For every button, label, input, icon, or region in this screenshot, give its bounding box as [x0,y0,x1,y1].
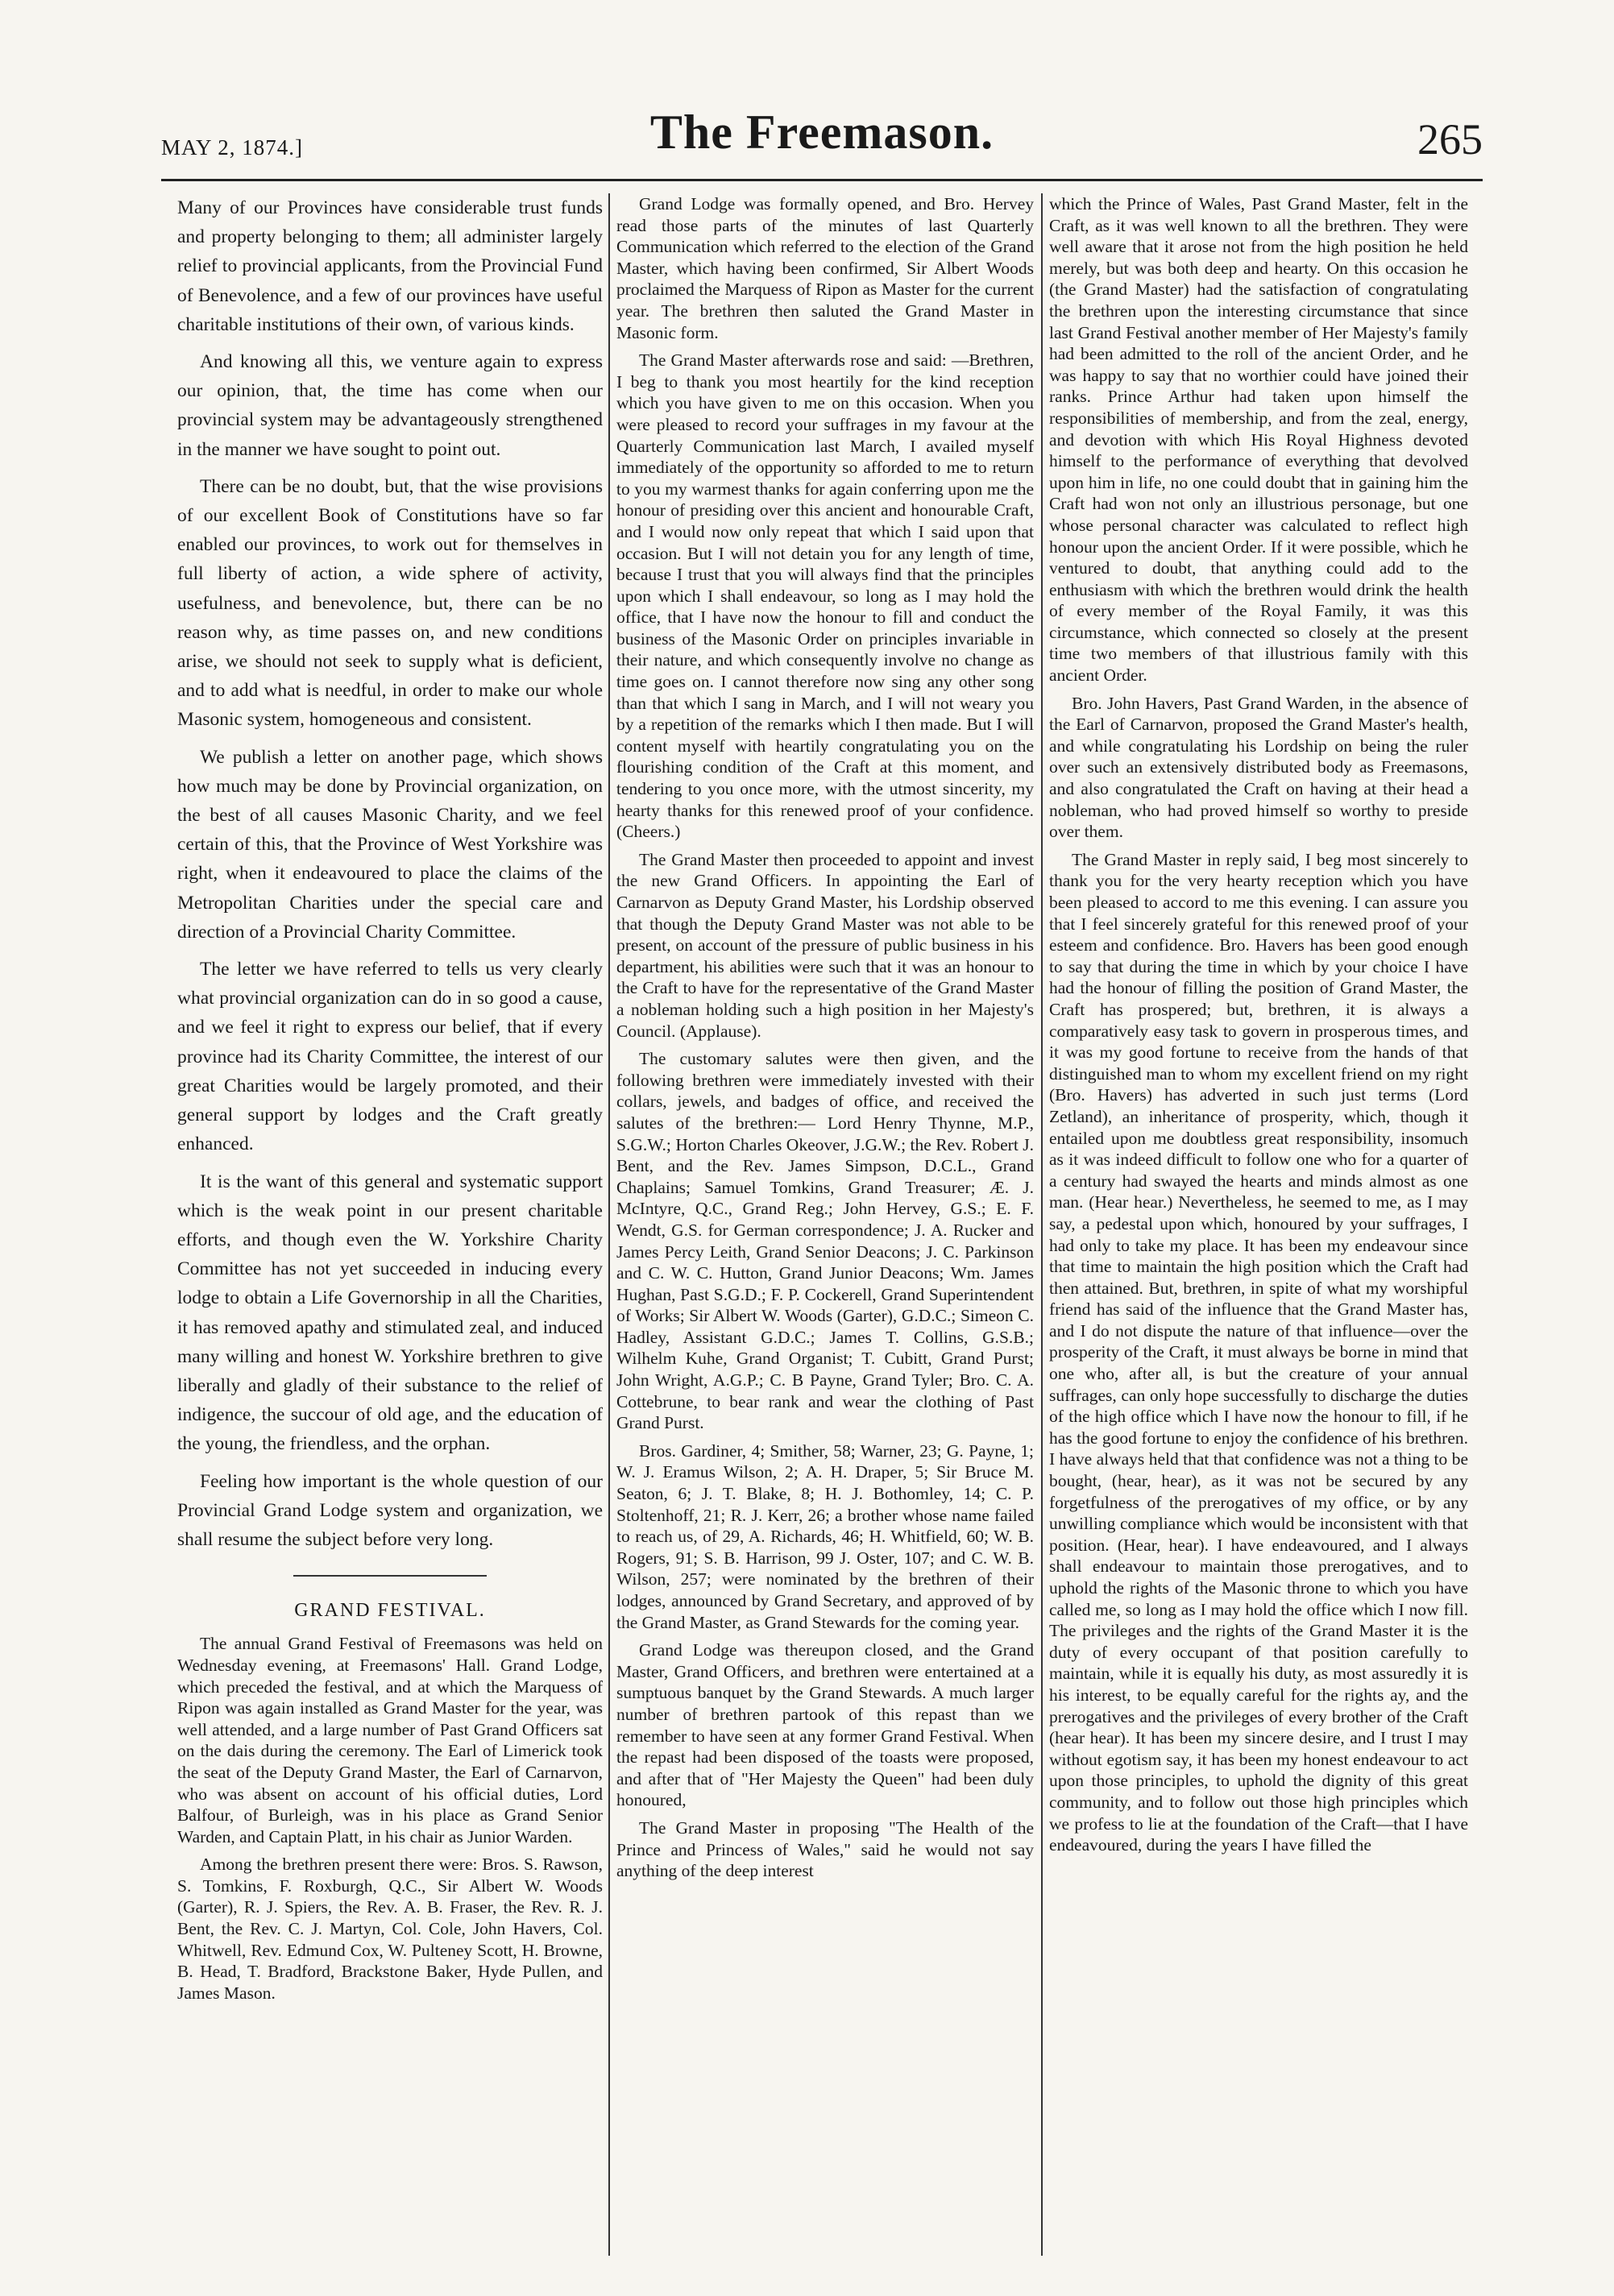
paragraph: Grand Lodge was formally opened, and Bro. Hervey read those parts of the minutes of last Quarterly Communication which referred to the election of the Grand Master, which having been confirmed, Sir Albert Woods proclaimed the Marquess of Ripon as Master for the current year. The brethren then saluted the Grand Master in Masonic form. [616,194,1034,342]
paragraph: Many of our Provinces have considerable trust funds and property belonging to them; all administer largely relief to provincial applicants, from the Provincial Fund of Benevolence, and a few of our provinces have useful charitable institutions of their own, of various kinds. [177,197,603,335]
section-heading: GRAND FESTIVAL. [294,1600,486,1622]
column-rule-2 [1041,193,1043,2256]
newspaper-title: The Freemason. [649,106,994,159]
column-1 [177,193,603,2010]
paragraph: The customary salutes were then given, and the following brethren were immediately invested with their collars, jewels, and badges of office, and received the salutes of the brethren:— Lord Henry Thynne, M.P., S.G.W.; Horton Charles Okeover, J.G.W.; the Rev. Robert J. Bent, and the Rev. James Simpson, D.C.L., Grand Chaplains; Samuel Tomkins, Grand Treasurer; Æ. J. McIntyre, Q.C., Grand Reg.; John Hervey, G.S.; E. F. Wendt, G.S. for German correspondence; J. A. Rucker and James Percy Leith, Grand Senior Deacons; J. C. Parkinson and C. W. C. Hutton, Grand Junior Deacons; Wm. James Hughan, Past S.G.D.; F. P. Cockerell, Grand Superintendent of Works; Sir Albert W. Woods (Garter), G.D.C.; Simeon C. Hadley, Assistant G.D.C.; James T. Collins, G.S.B.; Wilhelm Kuhe, Grand Organist; T. Cubitt, Grand Purst; John Wright, A.G.P.; C. B Payne, Grand Tyler; Bro. C. A. Cottebrune, to bear rank and wear the clothing of Past Grand Purst. [616,1049,1034,1433]
paragraph: Feeling how important is the whole question of our Provincial Grand Lodge system and organization, we shall resume the subject before very long. [177,1470,603,1550]
masthead [161,105,1483,179]
paragraph: It is the want of this general and systematic support which is the weak point in our present charitable efforts, and though even the W. Yorkshire Charity Committee has not yet succeeded in inducing every lodge to obtain a Life Governorship in all the Charities, it has removed apathy and stimulated zeal, and induced many willing and honest W. Yorkshire brethren to give liberally and gladly of their substance to the relief of indigence, the succour of old age, and the education of the young, the friendless, and the orphan. [177,1171,603,1455]
paragraph: Bros. Gardiner, 4; Smither, 58; Warner, 23; G. Payne, 1; W. J. Eramus Wilson, 2; A. H. Draper, 5; Sir Bruce M. Seaton, 6; J. T. Blake, 8; H. J. Bothomley, 14; C. P. Stoltenhoff, 21; R. J. Kerr, 26; a brother whose name failed to reach us, of 29, A. Richards, 46; H. Whitfield, 60; W. B. Rogers, 91; S. B. Harrison, 99 J. Oster, 107; and C. W. B. Wilson, 257; were nominated by the brethren of their lodges, announced by Grand Secretary, and approved of by the Grand Master, as Grand Stewards for the coming year. [616,1440,1034,1632]
paragraph: which the Prince of Wales, Past Grand Master, felt in the Craft, as it was well known to all the brethren. They were well aware that it arose not from the high position he held merely, but was both deep and hearty. On this occasion he (the Grand Master) had the satisfaction of congratulating the brethren upon the interesting circumstance that since last Grand Festival another member of Her Majesty's family had been admitted to the roll of the ancient Order, and he was happy to say that no worthier could have joined their ranks. Prince Arthur had taken upon himself the responsibilities of membership, and from the zeal, energy, and devotion with which His Royal Highness devoted himself to the performance of everything that devolved upon him in life, no one could doubt that in gaining him the Craft had won not only an illustrious personage, but one whose personal character was calculated to reflect high honour upon the ancient Order. If it were possible, which he ventured to doubt, that anything could add to the enthusiasm with which the brethren would drink the health of every member of the Royal Family, it was this circumstance, which connected so closely at the present time two members of that illustrious family with this ancient Order. [1049,194,1468,686]
paragraph: The Grand Master afterwards rose and said: —Brethren, I beg to thank you most heartily for the kind reception which you have given to me on this occasion. When you were pleased to record your suffrages in my favour at the Quarterly Communication last March, I availed myself immediately of the opportunity so afforded to me to return to you my warmest thanks for again conferring upon me the honour of presiding over this ancient and honourable Craft, and I would now only repeat that which I said upon that occasion. But I will not detain you for any length of time, because I trust that you will always find that the principles upon which I shall endeavour, so long as I may hold the office, that I have now the honour to fill and conduct the business of the Masonic Order on principles invariable in their nature, and which consequently involve no change as time goes on. I cannot therefore now sing any other song than that which I sang in March, and I will not weary you by a repetition of the remarks which I then made. But I will content myself with heartily congratulating you on the flourishing condition of the Craft at this moment, and tendering to you once more, with the utmost sincerity, my hearty thanks for this renewed proof of your confidence. (Cheers.) [616,350,1034,842]
paragraph: The Grand Master in reply said, I beg most sincerely to thank you for the very hearty reception which you have been pleased to accord to me this evening. I can assure you that I feel sincerely grateful for this renewed proof of your esteem and confidence. Bro. Havers has been good enough to say that during the time in which by your choice I have had the honour of filling the position of Grand Master, the Craft has prospered; but, brethren, it is always a comparatively easy task to govern in prosperous times, and it was my good fortune to receive from the hands of that distinguished man to whom my excellent friend on my right (Bro. Havers) has adverted in such just terms (Lord Zetland), an inheritance of prosperity, which, though it entailed upon me doubtless great responsibility, insomuch as it was indeed difficult to follow one who for a quarter of a century had swayed the hearts and minds almost as one man. (Hear hear.) Nevertheless, he seemed to me, as I may say, a pedestal upon which, honoured by your suffrages, I had only to take my place. It has been my endeavour since that time to maintain the high position which the Craft had then attained. But, brethren, in spite of what my worshipful friend has said of the influence that the Grand Master has, and I do not dispute the nature of that influence—over the prosperity of the Craft, it must always be borne in mind that one who, after all, is but the creature of your annual suffrages, can only hope successfully to discharge the duties of the high office which I have now the honour to fill, if he has the good fortune to enjoy the confidence of his brethren. I have always held that that confidence was not a thing to be bought, (hear, hear), as it was not be secured by any forgetfulness of the prerogatives of my office, or by any unwilling compliance which would be inconsistent with that position. (Hear, hear). I have endeavoured, and I always shall endeavour to maintain those prerogatives, and to uphold the rights of the Masonic throne to which you have called me, so long as I may hold the office which I now fill. The privileges and the rights of the Grand Master it is the duty of every occupant of that position carefully to maintain, while it is equally his duty, as most assuredly it is his interest, to be equally careful for the rights ay, and the prerogatives and the privileges of every brother of the Craft (hear hear). It has been my sincere desire, and I trust I may without egotism say, it has been my honest endeavour to act upon those principles, to uphold the dignity of this great community, and to follow out those high principles which we profess to lie at the foundation of the Craft—that I have endeavoured, during the years I have filled the [1049,849,1468,1855]
paragraph: And knowing all this, we venture again to express our opinion, that, the time has come when our provincial system may be advantageously strengthened in the manner we have sought to point out. [177,351,603,460]
paragraph: We publish a letter on another page, which shows how much may be done by Provincial organization, on the best of all causes Masonic Charity, and we feel certain of this, that the Province of West Yorkshire was right, when it endeavoured to place the claims of the Metropolitan Charities under the special care and direction of a Provincial Charity Committee. [177,746,603,943]
paragraph: Grand Lodge was thereupon closed, and the Grand Master, Grand Officers, and brethren were entertained at a sumptuous banquet by the Grand Stewards. A much larger number of brethren partook of this repast than we remember to have seen at any former Grand Festival. When the repast had been disposed of the toasts were proposed, and after that of "Her Majesty the Queen" had been duly honoured, [616,1640,1034,1810]
page-number: 265 [1417,115,1483,164]
paragraph: The Grand Master then proceeded to appoint and invest the new Grand Officers. In appointing the Earl of Carnarvon as Deputy Grand Master, his Lordship observed that though the Deputy Grand Master was not able to be present, on account of the pressure of public business in his department, his abilities were such that it was an honour to the Craft to have for the representative of the Grand Master a nobleman holding such a high position in her Majesty's Council. (Applause). [616,849,1034,1041]
column-2 [616,193,1034,1888]
paragraph: The annual Grand Festival of Freemasons was held on Wednesday evening, at Freemasons' Hall. Grand Lodge, which preceded the festival, and at which the Marquess of Ripon was again installed as Grand Master for the year, was well attended, and a large number of Past Grand Officers sat on the dais during the ceremony. The Earl of Limerick took the seat of the Deputy Grand Master, the Earl of Carnarvon, who was absent on account of his official duties, Lord Balfour, of Burleigh, was in his place as Grand Senior Warden, and Captain Platt, in his chair as Junior Warden. [177,1634,603,1846]
issue-date: MAY 2, 1874.] [161,135,304,160]
paragraph: There can be no doubt, but, that the wise provisions of our excellent Book of Constitutions have so far enabled our provinces, to work out for themselves in full liberty of action, a wide sphere of activity, usefulness, and benevolence, but, there can be no reason why, as time passes on, and new conditions arise, we should not seek to supply what is deficient, and to add what is needful, in order to make our whole Masonic system, homogeneous and consistent. [177,475,603,731]
paragraph: The Grand Master in proposing "The Health of the Prince and Princess of Wales," said he would not say anything of the deep interest [616,1817,1034,1881]
header-rule [161,179,1483,181]
column-3 [1049,193,1468,1863]
paragraph: The letter we have referred to tells us very clearly what provincial organization can do in so good a cause, and we feel it right to express our belief, that if every province had its Charity Committee, the interest of our great Charities would be largely promoted, and their general support by lodges and the Craft greatly enhanced. [177,959,603,1155]
section-divider [293,1575,487,1577]
paragraph: Among the brethren present there were: Bros. S. Rawson, S. Tomkins, F. Roxburgh, Q.C., Sir Albert W. Woods (Garter), R. J. Spiers, the Rev. A. B. Fraser, the Rev. R. J. Bent, the Rev. C. J. Martyn, Col. Cole, John Havers, Col. Whitwell, Rev. Edmund Cox, W. Pulteney Scott, H. Browne, B. Head, T. Bradford, Brackstone Baker, Hyde Pullen, and James Mason. [177,1855,603,2003]
column-rule-1 [608,193,610,2256]
paragraph: Bro. John Havers, Past Grand Warden, in the absence of the Earl of Carnarvon, proposed the Grand Master's health, and while congratulating his Lordship on being the ruler over such an extensively distributed body as Freemasons, and also congratulated the Craft on having at their head a nobleman, who had proved himself so worthy to preside over them. [1049,693,1468,842]
